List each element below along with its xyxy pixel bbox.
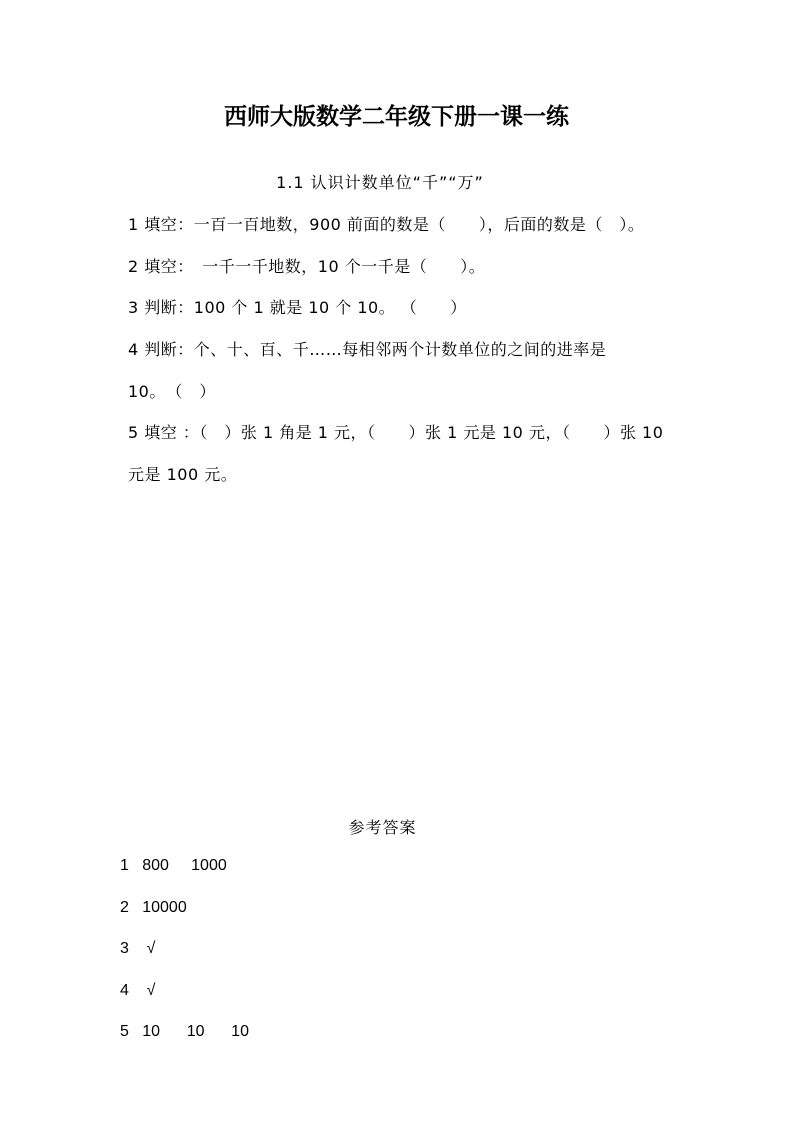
- question-line-5-cont: 元是 100 元。: [128, 465, 238, 484]
- answer-title: 参考答案: [348, 818, 417, 837]
- question-line-5: 5 填空 ：（ ）张 1 角是 1 元，（ ）张 1 元是 10 元，（ ）张 10: [128, 423, 664, 442]
- page-title: 西师大版数学二年级下册一课一练: [224, 104, 569, 130]
- answer-line-3: 3 √: [120, 940, 156, 957]
- section-title: 1.1 认识计数单位“千”“万”: [276, 173, 484, 192]
- question-line-4: 4 判断：个、十、百、千……每相邻两个计数单位的之间的进率是: [128, 340, 607, 359]
- answer-line-2: 2 10000: [120, 899, 187, 916]
- answer-line-4: 4 √: [120, 982, 156, 999]
- question-line-1: 1 填空：一百一百地数，900 前面的数是（ ），后面的数是（ ）。: [128, 215, 645, 234]
- question-line-2: 2 填空： 一千一千地数，10 个一千是（ ）。: [128, 257, 486, 276]
- question-line-4-cont: 10。 （ ）: [128, 382, 216, 401]
- question-line-3: 3 判断：100 个 1 就是 10 个 10。 （ ）: [128, 298, 467, 317]
- answer-line-1: 1 800 1000: [120, 857, 227, 874]
- answer-line-5: 5 10 10 10: [120, 1023, 249, 1040]
